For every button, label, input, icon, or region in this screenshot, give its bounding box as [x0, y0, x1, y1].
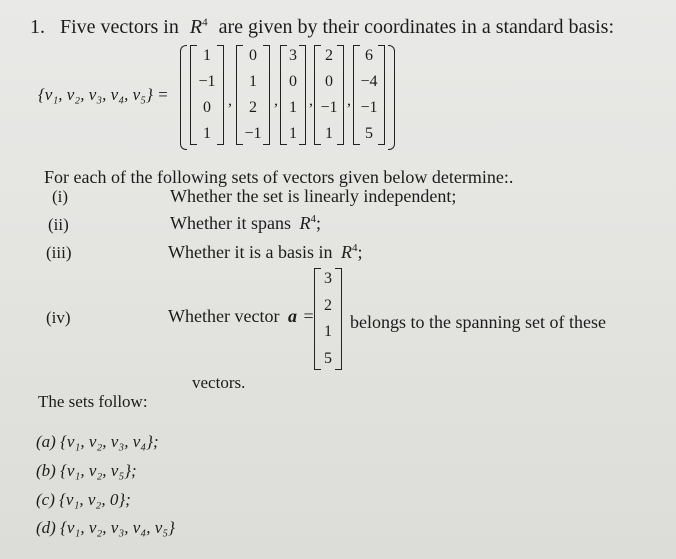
vector-set-label: {v₁, v₂, v₃, v₄, v₅} =: [38, 85, 169, 104]
space-symbol: R: [340, 242, 352, 262]
space-exponent: 4: [202, 16, 208, 29]
v2-entry: 0: [249, 47, 257, 64]
v4-entry: −1: [320, 99, 338, 116]
v5-entry: 6: [365, 47, 373, 64]
item-text-main: Whether it is a basis in: [168, 242, 333, 262]
vector-a: [314, 268, 342, 370]
item-number: (ii): [48, 215, 69, 234]
v4-entry: 1: [325, 125, 333, 142]
v5-entry: 5: [365, 125, 373, 142]
vector-a-symbol: a: [287, 306, 297, 326]
set-item-b: (b) {v₁, v₂, v₅};: [36, 461, 137, 480]
space-symbol: R: [299, 213, 311, 233]
v2-entry: 2: [249, 99, 257, 116]
space-exponent: 4: [310, 213, 316, 225]
v3-entry: 1: [289, 125, 297, 142]
v1-entry: 1: [203, 47, 211, 64]
v5-entry: −1: [360, 99, 378, 116]
item-number: (i): [52, 187, 69, 206]
a-entry: 1: [324, 323, 332, 341]
v3-entry: 1: [289, 99, 297, 116]
for-each-instruction: For each of the following sets of vectors given below determine:.: [44, 167, 514, 187]
comma: ,: [347, 92, 351, 109]
a-entry: 3: [324, 270, 332, 287]
item-text: [168, 242, 362, 263]
vector-v2: [236, 45, 270, 145]
v3-entry: 0: [289, 73, 297, 90]
item-text-main: Whether vector: [168, 306, 280, 326]
intro-tail: are given by their coordinates in a standard basis:: [218, 16, 615, 38]
left-brace: [180, 45, 187, 150]
v1-entry: −1: [198, 73, 216, 90]
v2-entry: −1: [244, 125, 262, 142]
set-item-d: (d) {v₁, v₂, v₃, v₄, v₅}: [36, 518, 175, 537]
equals-sign: =: [303, 306, 314, 326]
item-text: [170, 213, 321, 234]
v5-entry: −4: [360, 73, 378, 90]
sets-follow-heading: The sets follow:: [38, 392, 148, 411]
set-item-c: (c) {v₁, v₂, 0};: [36, 490, 131, 509]
item-text-main: Whether it spans: [170, 213, 291, 233]
vector-v1: [190, 45, 224, 145]
space-exponent: 4: [351, 242, 358, 254]
right-brace: [388, 45, 395, 150]
item-text: Whether the set is linearly independent;: [170, 186, 457, 206]
vector-v3: [280, 45, 306, 145]
item-number: (iii): [46, 243, 72, 262]
comma: ,: [228, 92, 232, 109]
v4-entry: 2: [325, 47, 333, 64]
a-entry: 2: [324, 296, 332, 314]
comma: ,: [274, 92, 278, 109]
vector-v4: [314, 45, 344, 145]
a-entry: 5: [324, 349, 332, 367]
item-tail: belongs to the spanning set of these: [350, 312, 606, 332]
v1-entry: 1: [203, 125, 211, 142]
intro-text: Five vectors in: [60, 16, 179, 38]
space-symbol: R: [189, 16, 203, 38]
set-item-a: (a) {v₁, v₂, v₃, v₄};: [36, 432, 159, 451]
problem-header: [30, 16, 614, 39]
problem-number: 1.: [30, 16, 45, 38]
item-text: [168, 306, 314, 327]
item-tail: ;: [315, 213, 321, 233]
vector-v5: [353, 45, 385, 145]
item-number: (iv): [46, 308, 71, 327]
vectors-word: vectors.: [192, 373, 246, 392]
v2-entry: 1: [249, 73, 257, 90]
v4-entry: 0: [325, 73, 333, 90]
item-tail: ;: [357, 242, 363, 262]
v3-entry: 3: [289, 47, 297, 64]
comma: ,: [309, 92, 313, 109]
v1-entry: 0: [203, 99, 211, 116]
